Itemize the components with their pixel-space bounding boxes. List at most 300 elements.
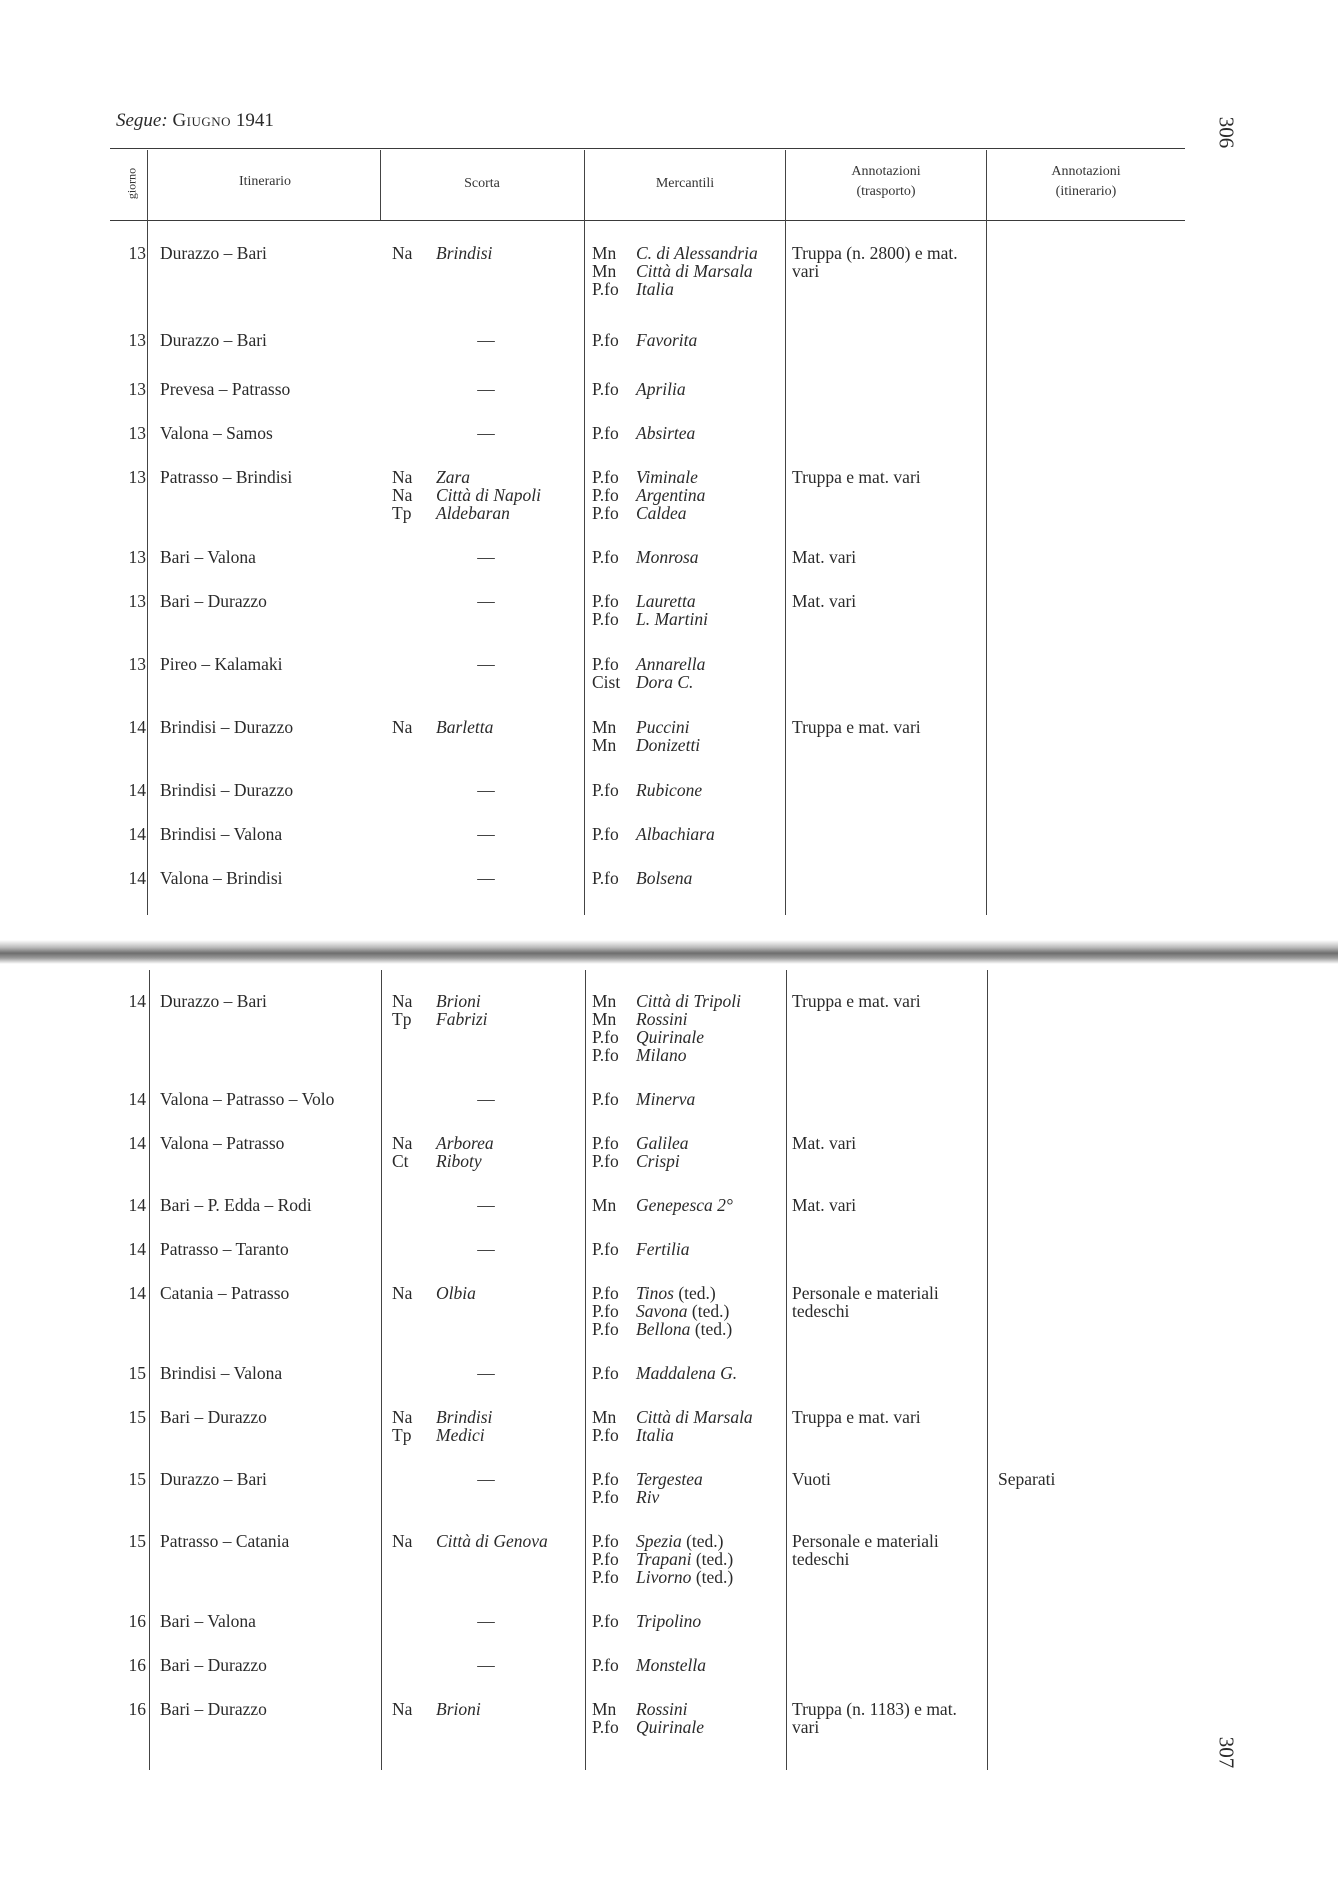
table-header-rule xyxy=(110,220,1185,221)
itinerary-cell: Durazzo – Bari xyxy=(160,243,267,263)
ship-name: Rossini xyxy=(636,1009,688,1029)
merchant-cell xyxy=(592,655,705,691)
itinerary-cell: Valona – Patrasso xyxy=(160,1133,285,1153)
ship-name: Riv xyxy=(636,1487,660,1507)
ship-name: Fertilia xyxy=(636,1239,690,1259)
escort-line xyxy=(392,1532,602,1550)
merchant-cell xyxy=(592,869,692,887)
merchant-cell xyxy=(592,1408,753,1444)
merchant-line xyxy=(592,548,699,566)
merchant-line xyxy=(592,1488,703,1506)
ship-name: Città di Marsala xyxy=(636,1407,753,1427)
no-escort-dash: — xyxy=(477,1611,495,1631)
ship-type: P.fo xyxy=(592,1717,619,1737)
merchant-line xyxy=(592,673,705,691)
no-escort-dash: — xyxy=(477,591,495,611)
day-cell: 14 xyxy=(128,1283,146,1303)
ship-type: P.fo xyxy=(592,1151,619,1171)
ship-name: C. di Alessandria xyxy=(636,243,758,263)
escort-cell xyxy=(392,468,602,522)
merchant-line xyxy=(592,992,741,1010)
escort-cell xyxy=(392,1284,602,1302)
merchant-cell xyxy=(592,781,702,799)
merchant-cell xyxy=(592,1470,703,1506)
itinerary-cell: Brindisi – Durazzo xyxy=(160,717,294,737)
merchant-line xyxy=(592,504,705,522)
merchant-line xyxy=(592,1196,733,1214)
day-cell: 13 xyxy=(128,591,146,611)
ship-type: P.fo xyxy=(592,1027,619,1047)
ship-name: Rossini xyxy=(636,1699,688,1719)
merchant-cell xyxy=(592,825,715,843)
merchant-line xyxy=(592,1028,741,1046)
ship-type: P.fo xyxy=(592,330,619,350)
merchant-cell xyxy=(592,468,705,522)
day-cell: 14 xyxy=(128,1089,146,1109)
col-rule-1-top xyxy=(147,150,148,915)
annot-itinerario-line1: Annotazioni xyxy=(1051,164,1121,179)
transport-note: Mat. vari xyxy=(792,1195,857,1215)
ship-type: P.fo xyxy=(592,1089,619,1109)
escort-line xyxy=(392,1134,602,1152)
escort-line xyxy=(392,468,602,486)
no-escort-dash: — xyxy=(477,547,495,567)
ship-type: P.fo xyxy=(592,485,619,505)
no-escort-dash: — xyxy=(477,1239,495,1259)
merchant-cell xyxy=(592,1364,737,1382)
ship-name: Crispi xyxy=(636,1151,680,1171)
ship-type: P.fo xyxy=(592,1133,619,1153)
merchant-cell xyxy=(592,331,697,349)
day-cell: 13 xyxy=(128,243,146,263)
itinerary-cell: Bari – Durazzo xyxy=(160,591,267,611)
ship-type: P.fo xyxy=(592,780,619,800)
col-header-annot-trasporto xyxy=(786,162,986,202)
day-cell: 14 xyxy=(128,1195,146,1215)
merchant-line xyxy=(592,869,692,887)
ship-type: Tp xyxy=(392,503,412,523)
merchant-cell xyxy=(592,1656,706,1674)
ship-name: Brioni xyxy=(436,1699,481,1719)
transport-note: Vuoti xyxy=(792,1469,831,1489)
ship-type: Na xyxy=(392,1407,413,1427)
itinerary-cell: Brindisi – Valona xyxy=(160,824,283,844)
ship-type: Na xyxy=(392,717,413,737)
escort-line xyxy=(392,718,602,736)
merchant-line xyxy=(592,1700,704,1718)
col-header-itinerario: Itinerario xyxy=(238,174,292,189)
escort-cell xyxy=(392,992,602,1028)
day-cell: 15 xyxy=(128,1531,146,1551)
merchant-line xyxy=(592,1364,737,1382)
itinerary-cell: Durazzo – Bari xyxy=(160,330,267,350)
merchant-line xyxy=(592,424,695,442)
merchant-line xyxy=(592,1284,732,1302)
merchant-line xyxy=(592,1718,704,1736)
itinerary-cell: Bari – Durazzo xyxy=(160,1407,267,1427)
escort-line xyxy=(392,486,602,504)
ship-type: P.fo xyxy=(592,379,619,399)
itinerary-cell: Catania – Patrasso xyxy=(160,1283,290,1303)
ship-name: Bellona xyxy=(636,1319,691,1339)
ship-type: P.fo xyxy=(592,423,619,443)
escort-line xyxy=(392,1284,602,1302)
col-rule-5-bottom xyxy=(987,970,988,1770)
day-cell: 16 xyxy=(128,1655,146,1675)
year-label: 1941 xyxy=(235,110,274,131)
ship-type: P.fo xyxy=(592,547,619,567)
ship-type: Na xyxy=(392,1283,413,1303)
ship-type: Na xyxy=(392,467,413,487)
ship-type: Na xyxy=(392,991,413,1011)
ship-name: Città di Tripoli xyxy=(636,991,742,1011)
merchant-cell xyxy=(592,592,708,628)
merchant-line xyxy=(592,1046,741,1064)
ship-note: (ted.) xyxy=(695,1567,734,1587)
ship-name: Lauretta xyxy=(636,591,696,611)
ship-type: Mn xyxy=(592,1407,617,1427)
ship-name: Monstella xyxy=(636,1655,706,1675)
merchant-line xyxy=(592,468,705,486)
ship-name: Puccini xyxy=(636,717,690,737)
itinerary-note: Separati xyxy=(998,1469,1056,1489)
ship-type: P.fo xyxy=(592,654,619,674)
ship-name: Quirinale xyxy=(636,1027,705,1047)
escort-line xyxy=(392,504,602,522)
ship-note: (ted.) xyxy=(695,1549,734,1569)
day-cell: 13 xyxy=(128,423,146,443)
ship-type: Na xyxy=(392,1699,413,1719)
transport-note: Truppa e mat. vari xyxy=(792,467,921,487)
merchant-line xyxy=(592,262,758,280)
segue-label: Segue: xyxy=(116,110,168,131)
itinerary-cell: Valona – Samos xyxy=(160,423,273,443)
merchant-line xyxy=(592,781,702,799)
escort-cell xyxy=(392,1134,602,1170)
col-header-scorta: Scorta xyxy=(464,176,500,191)
escort-cell xyxy=(392,244,602,262)
ship-type: P.fo xyxy=(592,1045,619,1065)
escort-line xyxy=(392,244,602,262)
escort-line xyxy=(392,1700,602,1718)
ship-type: Mn xyxy=(592,717,617,737)
page-number-top: 306 xyxy=(1214,116,1239,149)
itinerary-cell: Prevesa – Patrasso xyxy=(160,379,291,399)
day-cell: 13 xyxy=(128,467,146,487)
col-rule-4-bottom xyxy=(786,970,787,1770)
annot-trasporto-line1: Annotazioni xyxy=(851,164,921,179)
day-cell: 15 xyxy=(128,1363,146,1383)
ship-name: Brioni xyxy=(436,991,481,1011)
col-header-annot-itinerario xyxy=(986,162,1186,202)
ship-name: Città di Marsala xyxy=(636,261,753,281)
merchant-cell xyxy=(592,380,686,398)
ship-name: Tergestea xyxy=(636,1469,703,1489)
ship-name: Albachiara xyxy=(636,824,715,844)
ship-type: Tp xyxy=(392,1009,412,1029)
transport-note: Mat. vari xyxy=(792,1133,857,1153)
ship-type: P.fo xyxy=(592,279,619,299)
merchant-cell xyxy=(592,718,700,754)
merchant-line xyxy=(592,280,758,298)
ship-name: Tinos xyxy=(636,1283,674,1303)
ship-name: Bolsena xyxy=(636,868,693,888)
day-cell: 14 xyxy=(128,717,146,737)
transport-note: Truppa e mat. vari xyxy=(792,1407,921,1427)
transport-note: Mat. vari xyxy=(792,591,857,611)
merchant-line xyxy=(592,331,697,349)
no-escort-dash: — xyxy=(477,824,495,844)
col-rule-3-top xyxy=(584,150,585,915)
day-cell: 14 xyxy=(128,1239,146,1259)
itinerary-cell: Patrasso – Catania xyxy=(160,1531,290,1551)
no-escort-dash: — xyxy=(477,423,495,443)
itinerary-cell: Bari – Durazzo xyxy=(160,1699,267,1719)
ship-type: P.fo xyxy=(592,1469,619,1489)
ship-type: P.fo xyxy=(592,1567,619,1587)
ship-type: Mn xyxy=(592,735,617,755)
ship-note: (ted.) xyxy=(691,1301,730,1321)
transport-note: Mat. vari xyxy=(792,547,857,567)
escort-cell xyxy=(392,718,602,736)
ship-name: L. Martini xyxy=(636,609,708,629)
page-header xyxy=(116,110,274,132)
ship-type: Mn xyxy=(592,1699,617,1719)
escort-line xyxy=(392,992,602,1010)
escort-cell xyxy=(392,1532,602,1550)
transport-note: Personale e materiali tedeschi xyxy=(792,1283,939,1321)
ship-type: Mn xyxy=(592,991,617,1011)
annot-itinerario-line2: (itinerario) xyxy=(1055,184,1117,199)
transport-note: Truppa (n. 2800) e mat. vari xyxy=(792,243,958,281)
no-escort-dash: — xyxy=(477,1655,495,1675)
ship-type: P.fo xyxy=(592,1549,619,1569)
ship-type: Na xyxy=(392,485,413,505)
merchant-cell xyxy=(592,424,695,442)
ship-type: Cist xyxy=(592,672,621,692)
ship-name: Brindisi xyxy=(436,1407,493,1427)
ship-type: P.fo xyxy=(592,1363,619,1383)
itinerary-cell: Valona – Brindisi xyxy=(160,868,283,888)
ship-type: P.fo xyxy=(592,1425,619,1445)
col-header-mercantili: Mercantili xyxy=(655,176,715,191)
merchant-cell xyxy=(592,548,699,566)
day-cell: 13 xyxy=(128,379,146,399)
ship-type: P.fo xyxy=(592,1239,619,1259)
day-cell: 13 xyxy=(128,330,146,350)
no-escort-dash: — xyxy=(477,868,495,888)
merchant-cell xyxy=(592,1134,689,1170)
ship-type: Na xyxy=(392,1133,413,1153)
itinerary-cell: Bari – Valona xyxy=(160,547,256,567)
ship-type: P.fo xyxy=(592,1301,619,1321)
ship-type: Na xyxy=(392,243,413,263)
no-escort-dash: — xyxy=(477,654,495,674)
ship-type: P.fo xyxy=(592,609,619,629)
ship-type: Mn xyxy=(592,243,617,263)
no-escort-dash: — xyxy=(477,780,495,800)
merchant-cell xyxy=(592,1612,701,1630)
no-escort-dash: — xyxy=(477,379,495,399)
itinerary-cell: Patrasso – Brindisi xyxy=(160,467,293,487)
col-rule-2-bottom xyxy=(381,970,382,1770)
merchant-line xyxy=(592,655,705,673)
itinerary-cell: Valona – Patrasso – Volo xyxy=(160,1089,335,1109)
ship-type: Mn xyxy=(592,261,617,281)
no-escort-dash: — xyxy=(477,1195,495,1215)
ship-name: Brindisi xyxy=(436,243,493,263)
ship-name: Città di Genova xyxy=(436,1531,548,1551)
ship-name: Viminale xyxy=(636,467,698,487)
escort-line xyxy=(392,1426,602,1444)
transport-note: Truppa e mat. vari xyxy=(792,717,921,737)
ship-type: P.fo xyxy=(592,1487,619,1507)
merchant-cell xyxy=(592,1700,704,1736)
day-cell: 15 xyxy=(128,1469,146,1489)
itinerary-cell: Bari – Valona xyxy=(160,1611,256,1631)
month-label: Giugno xyxy=(172,110,232,131)
ship-type: P.fo xyxy=(592,1319,619,1339)
merchant-cell xyxy=(592,1532,733,1586)
ship-name: Donizetti xyxy=(636,735,701,755)
itinerary-cell: Bari – Durazzo xyxy=(160,1655,267,1675)
merchant-cell xyxy=(592,1240,689,1258)
ship-name: Tripolino xyxy=(636,1611,702,1631)
merchant-line xyxy=(592,1426,753,1444)
merchant-line xyxy=(592,592,708,610)
itinerary-cell: Pireo – Kalamaki xyxy=(160,654,283,674)
itinerary-cell: Durazzo – Bari xyxy=(160,991,267,1011)
ship-type: P.fo xyxy=(592,1531,619,1551)
escort-cell xyxy=(392,1408,602,1444)
col-rule-2-top xyxy=(380,150,381,220)
ship-name: Italia xyxy=(636,1425,674,1445)
merchant-line xyxy=(592,1532,733,1550)
col-header-giorno: giorno xyxy=(124,167,139,200)
ship-type: P.fo xyxy=(592,1611,619,1631)
itinerary-cell: Brindisi – Valona xyxy=(160,1363,283,1383)
ship-note: (ted.) xyxy=(678,1283,716,1303)
ship-type: P.fo xyxy=(592,1655,619,1675)
transport-note: Truppa (n. 1183) e mat. vari xyxy=(792,1699,957,1737)
ship-name: Medici xyxy=(436,1425,485,1445)
merchant-cell xyxy=(592,1090,695,1108)
ship-note: (ted.) xyxy=(694,1319,733,1339)
merchant-line xyxy=(592,1134,689,1152)
merchant-line xyxy=(592,244,758,262)
ship-name: Olbia xyxy=(436,1283,476,1303)
day-cell: 14 xyxy=(128,1133,146,1153)
ship-name: Fabrizi xyxy=(436,1009,488,1029)
merchant-line xyxy=(592,736,700,754)
merchant-line xyxy=(592,610,708,628)
ship-name: Spezia xyxy=(636,1531,682,1551)
merchant-line xyxy=(592,1612,701,1630)
ship-type: Na xyxy=(392,1531,413,1551)
no-escort-dash: — xyxy=(477,1363,495,1383)
merchant-cell xyxy=(592,1284,732,1338)
transport-note: Truppa e mat. vari xyxy=(792,991,921,1011)
merchant-line xyxy=(592,1302,732,1320)
ship-type: P.fo xyxy=(592,591,619,611)
ship-name: Livorno xyxy=(636,1567,692,1587)
ship-name: Riboty xyxy=(436,1151,482,1171)
transport-note: Personale e materiali tedeschi xyxy=(792,1531,939,1569)
ship-name: Italia xyxy=(636,279,674,299)
no-escort-dash: — xyxy=(477,330,495,350)
itinerary-cell: Patrasso – Taranto xyxy=(160,1239,289,1259)
ship-name: Zara xyxy=(436,467,471,487)
col-rule-4-top xyxy=(785,150,786,915)
ship-name: Maddalena G. xyxy=(636,1363,738,1383)
ship-name: Annarella xyxy=(636,654,706,674)
ship-type: P.fo xyxy=(592,868,619,888)
ship-name: Caldea xyxy=(636,503,687,523)
itinerary-cell: Bari – P. Edda – Rodi xyxy=(160,1195,312,1215)
ship-name: Aldebaran xyxy=(436,503,510,523)
merchant-cell xyxy=(592,992,741,1064)
merchant-line xyxy=(592,1656,706,1674)
ship-name: Barletta xyxy=(436,717,494,737)
ship-name: Quirinale xyxy=(636,1717,705,1737)
ship-name: Argentina xyxy=(636,485,706,505)
ship-type: Ct xyxy=(392,1151,409,1171)
merchant-line xyxy=(592,1470,703,1488)
ship-type: Mn xyxy=(592,1195,617,1215)
itinerary-cell: Durazzo – Bari xyxy=(160,1469,267,1489)
day-cell: 14 xyxy=(128,824,146,844)
day-cell: 14 xyxy=(128,991,146,1011)
page-number-bottom: 307 xyxy=(1214,1736,1239,1769)
ship-name: Absirtea xyxy=(636,423,696,443)
day-cell: 14 xyxy=(128,780,146,800)
merchant-line xyxy=(592,1152,689,1170)
merchant-line xyxy=(592,1320,732,1338)
escort-line xyxy=(392,1010,602,1028)
ship-name: Favorita xyxy=(636,330,698,350)
ship-type: P.fo xyxy=(592,503,619,523)
escort-line xyxy=(392,1408,602,1426)
col-rule-3-bottom xyxy=(585,970,586,1770)
merchant-line xyxy=(592,825,715,843)
ship-name: Città di Napoli xyxy=(436,485,542,505)
ship-type: P.fo xyxy=(592,824,619,844)
ship-name: Arborea xyxy=(436,1133,494,1153)
page-fold xyxy=(0,940,1338,964)
escort-cell xyxy=(392,1700,602,1718)
merchant-line xyxy=(592,718,700,736)
ship-name: Milano xyxy=(636,1045,687,1065)
ship-type: Mn xyxy=(592,1009,617,1029)
merchant-line xyxy=(592,486,705,504)
table-top-rule xyxy=(110,148,1185,149)
no-escort-dash: — xyxy=(477,1089,495,1109)
merchant-line xyxy=(592,1010,741,1028)
merchant-cell xyxy=(592,244,758,298)
no-escort-dash: — xyxy=(477,1469,495,1489)
ship-name: Genepesca 2° xyxy=(636,1195,733,1215)
merchant-line xyxy=(592,1568,733,1586)
day-cell: 14 xyxy=(128,868,146,888)
ship-name: Rubicone xyxy=(636,780,703,800)
day-cell: 15 xyxy=(128,1407,146,1427)
day-cell: 16 xyxy=(128,1699,146,1719)
merchant-line xyxy=(592,380,686,398)
day-cell: 13 xyxy=(128,547,146,567)
merchant-line xyxy=(592,1408,753,1426)
ship-name: Dora C. xyxy=(636,672,694,692)
ship-type: Tp xyxy=(392,1425,412,1445)
